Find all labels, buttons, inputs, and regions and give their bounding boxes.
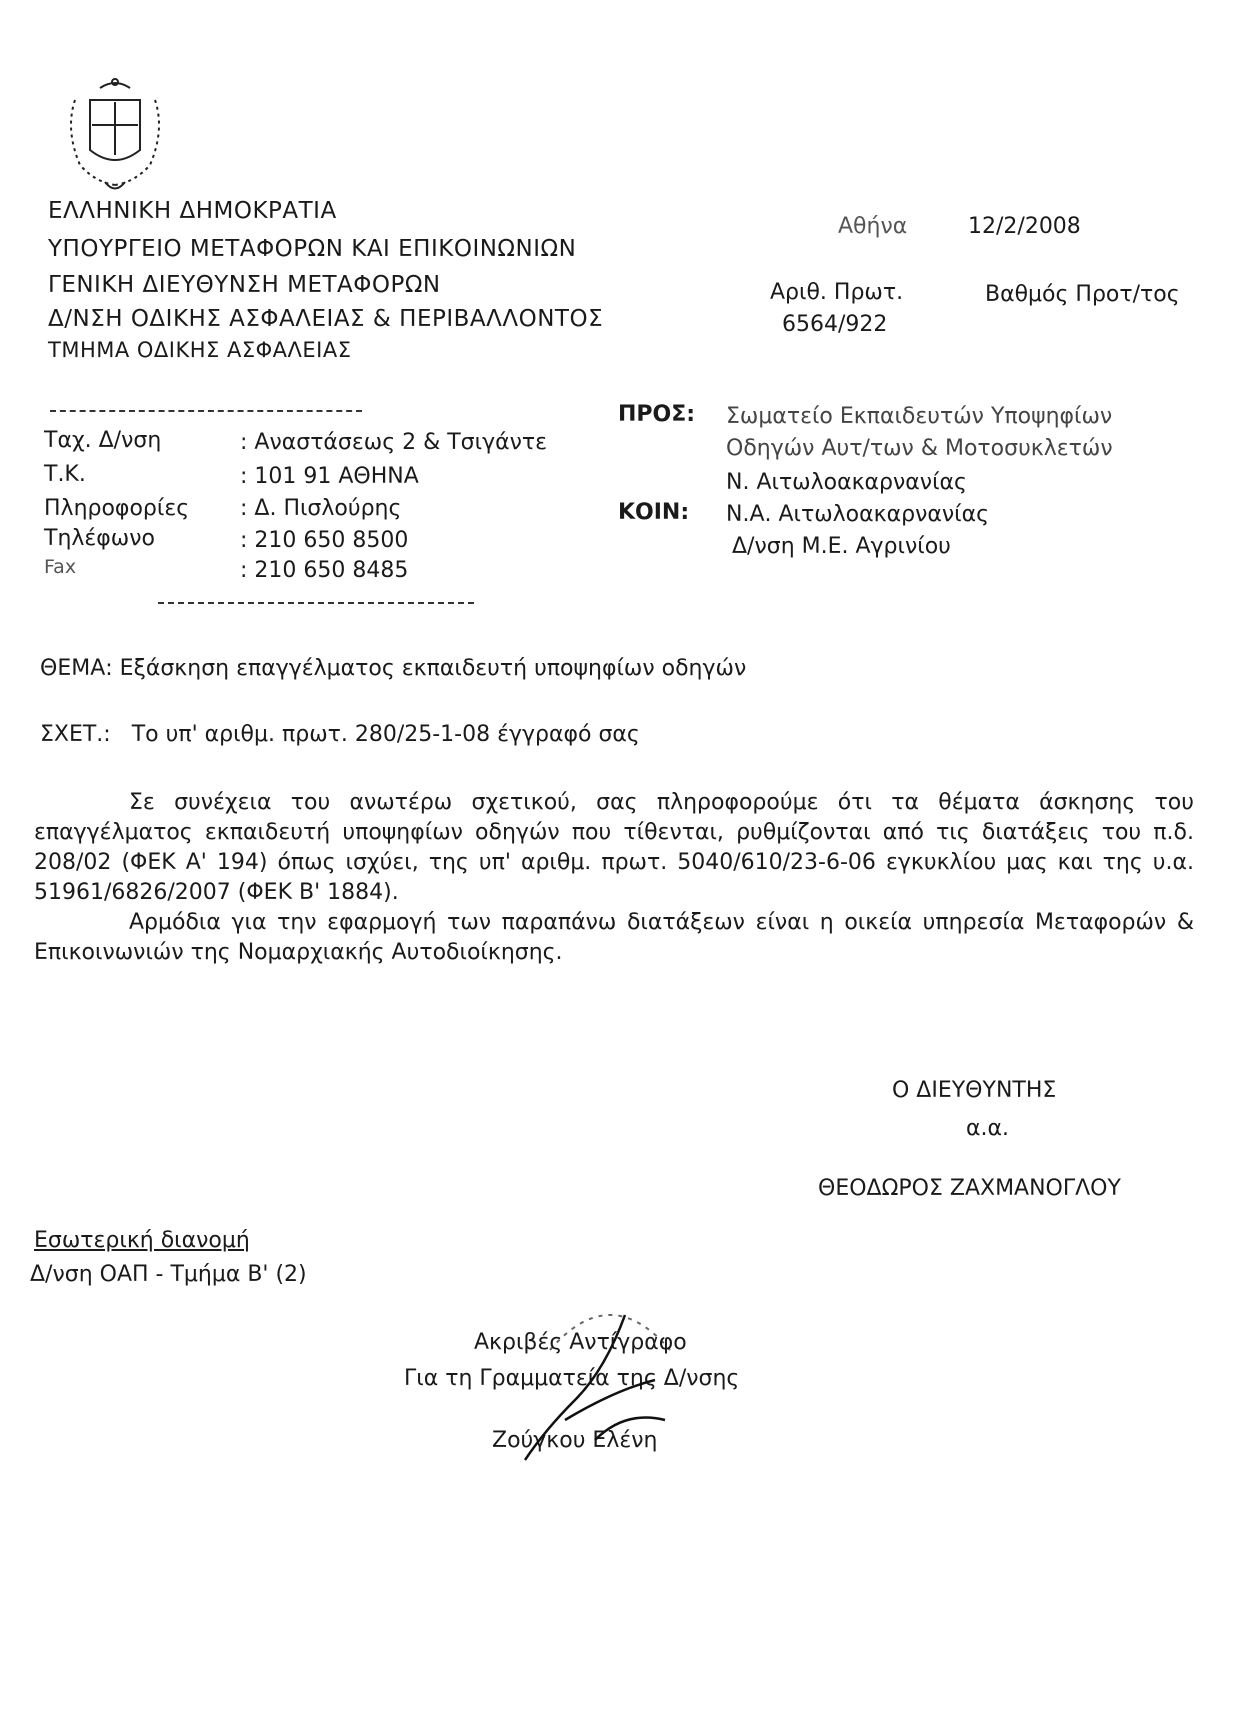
reference-line <box>40 722 640 747</box>
info-label: Πληροφορίες <box>44 496 190 521</box>
to-line-1: Σωματείο Εκπαιδευτών Υποψηφίων <box>726 404 1113 429</box>
postcode-value: : 101 91 ΑΘΗΝΑ <box>240 464 419 489</box>
protocol-number: 6564/922 <box>782 312 888 337</box>
document-place: Αθήνα <box>838 214 908 239</box>
phone-label: Τηλέφωνο <box>44 526 155 551</box>
copy-line-2: Για τη Γραμματεία της Δ/νσης <box>404 1366 740 1391</box>
letterhead-line-ministry: ΥΠΟΥΡΓΕΙΟ ΜΕΤΑΦΟΡΩΝ ΚΑΙ ΕΠΙΚΟΙΝΩΝΙΩΝ <box>48 236 577 262</box>
address-value: : Αναστάσεως 2 & Τσιγάντε <box>240 430 548 455</box>
reference-label: ΣΧΕΤ.: <box>40 722 111 747</box>
postcode-label: Τ.Κ. <box>44 462 86 487</box>
cc-line-1: Ν.Α. Αιτωλοακαρνανίας <box>726 502 990 527</box>
subject-text: Εξάσκηση επαγγέλματος εκπαιδευτή υποψηφίων οδηγών <box>119 656 747 681</box>
subject-label: ΘΕΜΑ: <box>40 656 113 681</box>
reference-text: Το υπ' αριθμ. πρωτ. 280/25-1-08 έγγραφό σας <box>131 722 640 747</box>
phone-value: : 210 650 8500 <box>240 528 409 553</box>
distribution-title: Εσωτερική διανομή <box>34 1228 250 1253</box>
fax-value: : 210 650 8485 <box>240 558 409 583</box>
body-paragraph-2: Αρμόδια για την εφαρμογή των παραπάνω διατάξεων είναι η οικεία υπηρεσία Μεταφορών & Επικοινωνιών της Νομαρχιακής Αυτοδιοίκησης. <box>34 910 1194 965</box>
signature-scribble-icon <box>505 1310 705 1470</box>
to-label: ΠΡΟΣ: <box>618 402 696 427</box>
subject-line <box>40 656 746 681</box>
body-text <box>34 788 1194 968</box>
letterhead-line-department: ΤΜΗΜΑ ΟΔΙΚΗΣ ΑΣΦΑΛΕΙΑΣ <box>48 338 352 362</box>
letterhead-line-general-directorate: ΓΕΝΙΚΗ ΔΙΕΥΘΥΝΣΗ ΜΕΤΑΦΟΡΩΝ <box>48 272 441 298</box>
copy-line-1: Ακριβές Αντίγραφο <box>474 1330 687 1355</box>
signatory-on-behalf: α.α. <box>966 1116 1009 1141</box>
document-date: 12/2/2008 <box>968 214 1081 239</box>
protocol-label: Αριθ. Πρωτ. <box>770 280 904 305</box>
coat-of-arms-icon <box>50 70 180 195</box>
to-line-2: Οδηγών Αυτ/των & Μοτοσυκλετών <box>726 436 1113 461</box>
to-line-3: Ν. Αιτωλοακαρνανίας <box>726 470 967 495</box>
separator-top <box>50 410 362 412</box>
priority-label: Βαθμός Προτ/τος <box>985 282 1180 307</box>
cc-line-2: Δ/νση Μ.Ε. Αγρινίου <box>732 534 951 559</box>
signatory-name: ΘΕΟΔΩΡΟΣ ΖΑΧΜΑΝΟΓΛΟΥ <box>818 1176 1121 1201</box>
cc-label: ΚΟΙΝ: <box>618 500 690 525</box>
copy-name: Ζούγκου Ελένη <box>492 1428 658 1453</box>
info-value: : Δ. Πισλούρης <box>240 496 402 521</box>
separator-bottom <box>158 602 474 604</box>
signatory-title: Ο ΔΙΕΥΘΥΝΤΗΣ <box>892 1078 1057 1103</box>
body-paragraph-1: Σε συνέχεια του ανωτέρω σχετικού, σας πληροφορούμε ότι τα θέματα άσκησης του επαγγέλματος εκπαιδευτή υποψηφίων οδηγών που τίθενται, ρυθμίζονται από τις διατάξεις του π.δ. 208/02 (ΦΕΚ Α' 194) όπως ισχύει, της υπ' αριθμ. πρωτ. 5040/610/23-6-06 εγκυκλίου μας και της υ.α. 51961/6826/2007 (ΦΕΚ Β' 1884). <box>34 790 1194 905</box>
distribution-line-1: Δ/νση ΟΑΠ - Τμήμα Β' (2) <box>30 1262 307 1287</box>
letterhead-line-directorate: Δ/ΝΣΗ ΟΔΙΚΗΣ ΑΣΦΑΛΕΙΑΣ & ΠΕΡΙΒΑΛΛΟΝΤΟΣ <box>48 306 604 332</box>
letterhead-line-country: ΕΛΛΗΝΙΚΗ ΔΗΜΟΚΡΑΤΙΑ <box>48 198 337 224</box>
address-label: Ταχ. Δ/νση <box>44 428 162 453</box>
fax-label: Fax <box>44 556 77 578</box>
